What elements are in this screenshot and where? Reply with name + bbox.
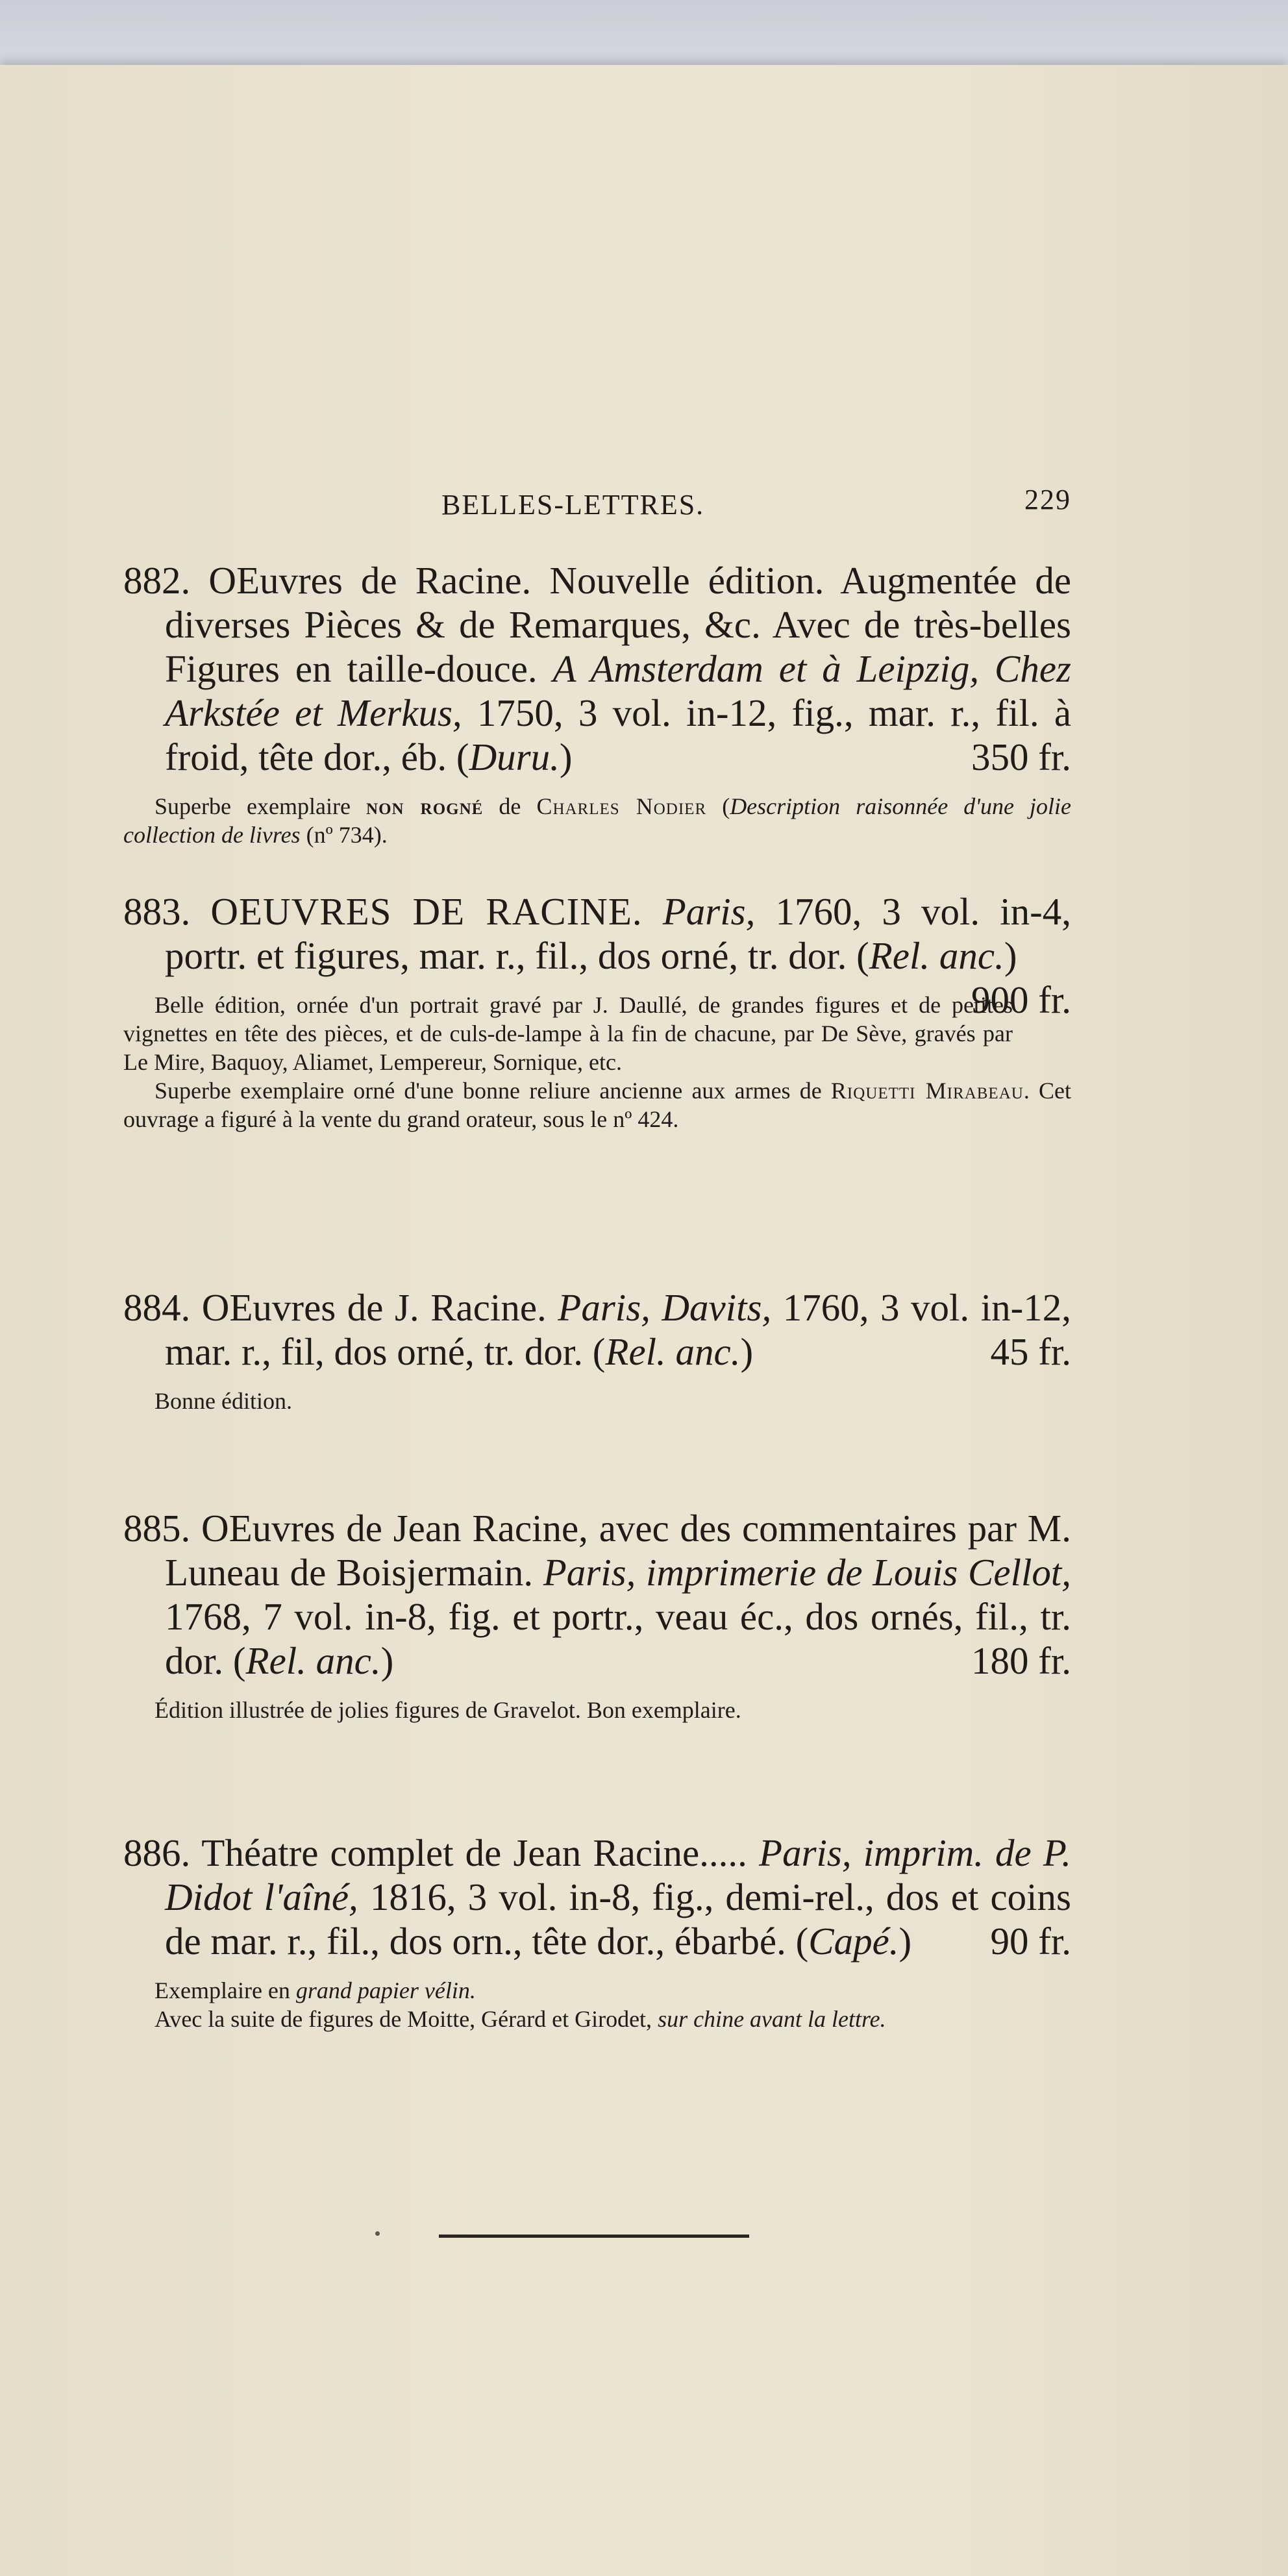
entry-price: 180 fr. [971, 1639, 1071, 1682]
entry-binder: Rel. anc. [869, 934, 1004, 977]
entry-imprint: Paris, imprim. de P. Didot l'aîné, [165, 1831, 1071, 1918]
entry-imprint: Paris, imprimerie de Louis Cellot, [543, 1551, 1072, 1594]
note-paragraph: Édition illustrée de jolies figures de Gravelot. Bon exemplaire. [155, 1697, 741, 1723]
note-reference-title: Description raisonnée d'une jolie collection de livres [123, 793, 1072, 848]
entry-heading [123, 889, 1071, 1021]
catalog-entry-885 [123, 1506, 1071, 1724]
note-paragraph: Bonne édition. [155, 1388, 292, 1414]
end-rule [439, 2235, 749, 2238]
entry-title: Théatre complet de Jean Racine..... [201, 1831, 747, 1874]
entry-details: 1816, 3 vol. in-8, fig., demi-rel., dos et coins de mar. r., fil., dos orn., tête dor., ébarbé. ( [165, 1876, 1071, 1963]
note-owner-name: Riquetti Mirabeau [830, 1078, 1024, 1104]
note-owner-name: Charles Nodier [536, 793, 707, 819]
entry-binder: Rel. anc. [245, 1639, 381, 1682]
note-text: ( [706, 793, 730, 819]
entry-price: 90 fr. [990, 1920, 1071, 1963]
entry-details: 1760, 3 vol. in-12, mar. r., fil, dos orné, tr. dor. ( [165, 1286, 1072, 1373]
entry-price: 900 fr. [971, 978, 1071, 1021]
catalog-entry-884 [123, 1285, 1071, 1415]
entry-details: 1750, 3 vol. in-12, fig., mar. r., fil. à froid, tête dor., éb. ( [165, 691, 1072, 778]
note-emphasis: non rogné [366, 793, 484, 819]
entry-note [123, 1976, 1071, 2033]
entry-heading [123, 1831, 1071, 1963]
entry-paren: ) [740, 1330, 754, 1373]
entry-paren: ) [380, 1639, 394, 1682]
entry-paren: ) [559, 736, 573, 778]
entry-note [123, 991, 1071, 1133]
entry-paren: ) [898, 1920, 912, 1963]
entry-details: 1768, 7 vol. in-8, fig. et portr., veau éc., dos ornés, fil., tr. dor. ( [165, 1595, 1071, 1682]
note-text: Avec la suite de figures de Moitte, Gérard et Girodet, [155, 2006, 658, 2032]
entry-binder: Capé. [808, 1920, 899, 1963]
note-text: de [483, 793, 537, 819]
entry-imprint: A Amsterdam et à Leipzig, Chez Arkstée et Merkus, [165, 647, 1071, 734]
book-page [0, 65, 1288, 2576]
entry-details: 1760, 3 vol. in-4, portr. et figures, mar. r., fil., dos orné, tr. dor. ( [165, 890, 1071, 977]
entry-title: OEUVRES DE RACINE. [210, 890, 643, 933]
entry-title: OEuvres de Racine. [208, 559, 532, 602]
note-emphasis: grand papier vélin. [295, 1977, 476, 2003]
note-text: (nº 734). [300, 822, 388, 848]
note-text: Superbe exemplaire [155, 793, 367, 819]
note-text: Superbe exemplaire orné d'une bonne reliure ancienne aux armes de [155, 1078, 831, 1104]
note-paragraph: Belle édition, ornée d'un portrait gravé par J. Daullé, de grandes figures et de petites vignettes en tête des pièces, et de culs-de-lampe à la fin de chacune, par De Sève, gravés par Le Mire, Baquoy, Aliamet, Lempereur, Sornique, etc. [123, 992, 1013, 1075]
catalog-entry-886 [123, 1831, 1071, 2033]
note-text: Exemplaire en [155, 1977, 296, 2003]
note-emphasis: sur chine avant la lettre. [658, 2006, 886, 2032]
entry-description: avec des commentaires par M. Luneau de Boisjermain. [165, 1507, 1071, 1594]
entry-note [123, 1696, 1071, 1724]
note-text: . Cet ouvrage a figuré à la vente du grand orateur, sous le nº 424. [123, 1078, 1071, 1132]
entry-title: OEuvres de Jean Racine, [201, 1507, 588, 1550]
entry-heading [123, 558, 1071, 779]
entry-number: 885. [123, 1507, 191, 1550]
entry-paren: ) [1004, 934, 1017, 977]
entry-imprint: Paris, Davits, [558, 1286, 772, 1329]
catalog-entry-882 [123, 558, 1071, 849]
entry-number: 886. [123, 1831, 191, 1874]
entry-number: 884. [123, 1286, 191, 1329]
entry-note [123, 1387, 1071, 1415]
entry-number: 883. [123, 890, 191, 933]
entry-price: 350 fr. [971, 736, 1071, 778]
entry-title: OEuvres de J. Racine. [201, 1286, 547, 1329]
entry-imprint: Paris, [662, 890, 756, 933]
catalog-entry-883 [123, 889, 1071, 1133]
ink-speck [375, 2231, 380, 2236]
entry-note [123, 792, 1071, 849]
entry-heading [123, 1506, 1071, 1683]
entry-description: Nouvelle édition. Augmentée de diverses Pièces & de Remarques, &c. Avec de très-belles Figures en taille-douce. [165, 559, 1072, 690]
entry-price: 45 fr. [990, 1330, 1071, 1373]
entry-binder: Rel. anc. [605, 1330, 741, 1373]
entry-number: 882. [123, 559, 191, 602]
entry-binder: Duru. [469, 736, 560, 778]
running-head-title: BELLES-LETTRES. [441, 489, 705, 521]
page-number: 229 [1024, 484, 1071, 515]
entry-heading [123, 1285, 1071, 1374]
